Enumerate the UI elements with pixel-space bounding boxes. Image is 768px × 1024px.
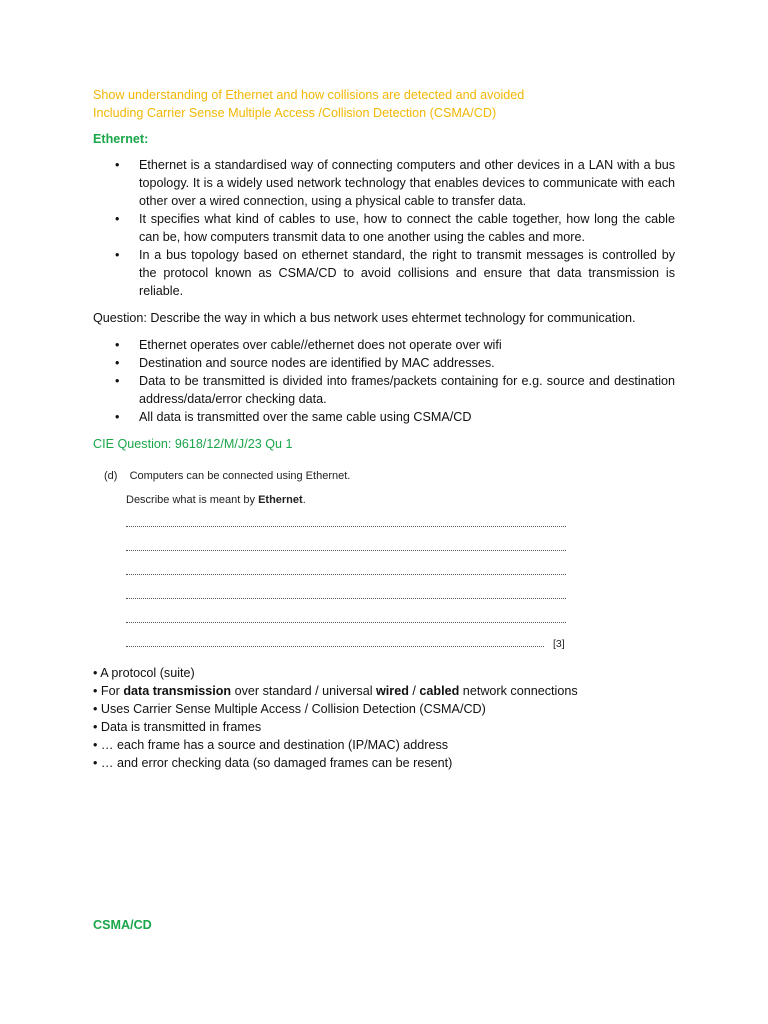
answer-dotted-line <box>126 598 566 599</box>
ethernet-title: Ethernet: <box>93 132 149 146</box>
exam-part-label: (d) <box>104 470 118 482</box>
question-bullet: • Ethernet operates over cable//ethernet does not operate over wifi <box>115 338 502 352</box>
question-bullet: • Destination and source nodes are identified by MAC addresses. <box>115 356 495 370</box>
csma-cd-title: CSMA/CD <box>93 918 152 932</box>
answer-item: • Uses Carrier Sense Multiple Access / Collision Detection (CSMA/CD) <box>93 702 486 716</box>
question-bullet-list <box>93 336 675 426</box>
exam-question-image <box>104 468 574 658</box>
answer-dotted-line <box>126 646 544 647</box>
answer-item: • A protocol (suite) <box>93 666 195 680</box>
ethernet-bullet: • It specifies what kind of cables to use, how to connect the cable together, how long the cable can be, how computers transmit data to one another using the cables and more. <box>115 212 675 244</box>
answer-item: • … and error checking data (so damaged frames can be resent) <box>93 756 453 770</box>
answer-item: • For data transmission over standard / universal wired / cabled network connections <box>93 684 578 698</box>
question-bullet: • All data is transmitted over the same cable using CSMA/CD <box>115 410 472 424</box>
exam-line-1: Computers can be connected using Ethernet. <box>129 470 351 482</box>
answer-dotted-line <box>126 550 566 551</box>
cie-question-label: CIE Question: 9618/12/M/J/23 Qu 1 <box>93 437 293 451</box>
answer-dotted-line <box>126 622 566 623</box>
heading-line-1: Show understanding of Ethernet and how collisions are detected and avoided <box>93 88 525 102</box>
question-text: Question: Describe the way in which a bus network uses ehtermet technology for communication. <box>93 311 636 325</box>
answer-dotted-line <box>126 574 566 575</box>
exam-line-2: Describe what is meant by Ethernet. <box>126 494 306 506</box>
ethernet-bullet: • Ethernet is a standardised way of connecting computers and other devices in a LAN with a bus topology. It is a widely used network technology that enables devices to communicate with each other over a wired connection, using a physical cable to transfer data. <box>115 158 675 208</box>
ethernet-bullet: • In a bus topology based on ethernet standard, the right to transmit messages is controlled by the protocol known as CSMA/CD to avoid collisions and ensure that data transmission is reliable. <box>115 248 675 298</box>
marks-label: [3] <box>553 638 565 650</box>
answer-list <box>93 664 693 772</box>
answer-item: • … each frame has a source and destination (IP/MAC) address <box>93 738 449 752</box>
answer-dotted-line <box>126 526 566 527</box>
ethernet-bullet-list <box>93 156 675 300</box>
document-body <box>93 86 675 453</box>
question-bullet: • Data to be transmitted is divided into frames/packets containing for e.g. source and destination address/data/error checking data. <box>115 374 675 406</box>
heading-line-2: Including Carrier Sense Multiple Access /Collision Detection (CSMA/CD) <box>93 106 497 120</box>
answer-item: • Data is transmitted in frames <box>93 720 262 734</box>
